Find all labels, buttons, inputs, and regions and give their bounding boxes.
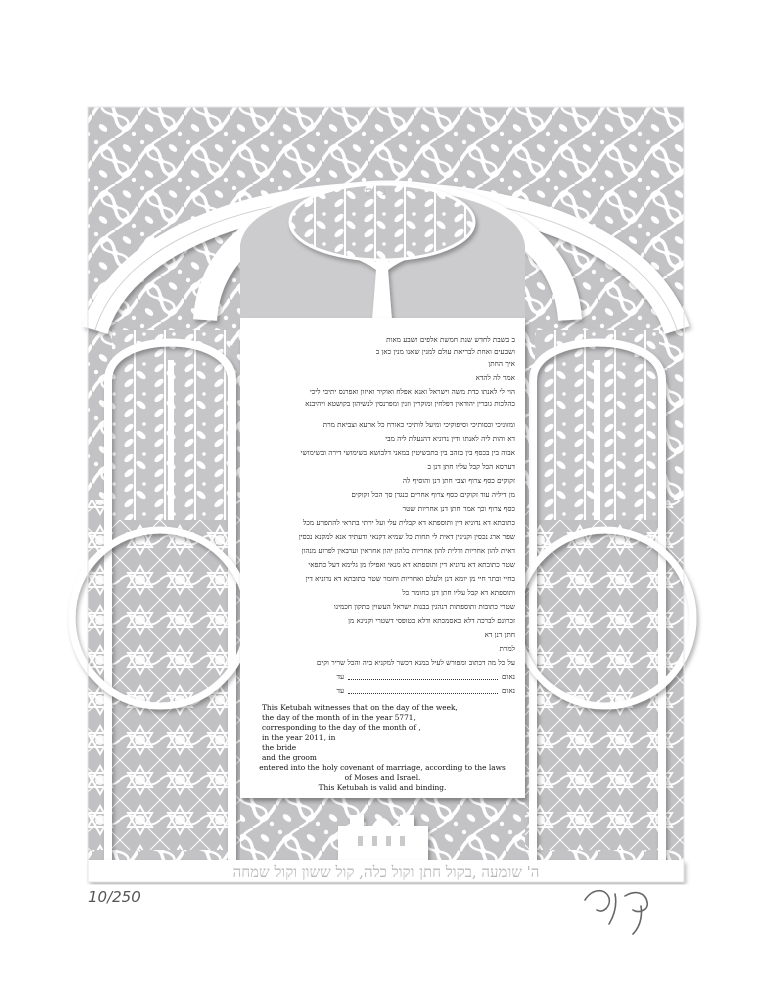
english-line: in the year 2011, in: [262, 733, 336, 742]
hebrew-line: ותוספתא דא קבל עליו חתן דנן כחומר כל: [402, 589, 515, 597]
hebrew-line: הוי לי לאנתו כדת משה וישראל ואנא אפלח ואוקיר ואיזון ואפרנס יתיכי ליכי: [309, 388, 515, 396]
arch-text: [365, 184, 390, 200]
arch-text-path: ניס: [364, 183, 390, 200]
hebrew-line: כהלכות גוברין יהודאין דפלחין ומוקרין וזנין ומפרנסין לנשיהון בקושטא ויהיבנא: [305, 400, 515, 408]
hebrew-line: על כל מה דכתוב ומפורש לעיל במנא דכשר למקניא ביה והכל שריר וקים: [316, 659, 515, 667]
hebrew-line: אבוה בין בכסף בין בזהב בין בתכשיטין במאני דלבושא בשימושי דירה ובשימושי: [300, 449, 515, 457]
english-line: of Moses and Israel.: [344, 773, 421, 782]
witness-label: נאום: [502, 673, 515, 681]
edition-number: 10/250: [88, 888, 141, 906]
hebrew-line: איך החתן: [488, 360, 515, 368]
hebrew-line: שטר כתובתא דא נדוניא דין ותוספתא דא מנאי ואפילו מן גלימא דעל כתפאי: [308, 561, 515, 569]
hebrew-line: דא והות ליה לאנתו ודין נדוניא דהנעלת ליה מבי: [385, 435, 515, 443]
witness-suffix: עד: [336, 673, 345, 681]
hebrew-line: כתובתא דא נדוניא דין ותוספתא דא קבלית עלי ועל ירתי בתראי להתפרע מכל: [303, 519, 515, 527]
witness-suffix: עד: [336, 687, 345, 695]
hebrew-line: זכרונם לברכה דלא כאסמכתא ודלא כטופסי דשטרי וקנינא מן: [348, 617, 515, 625]
english-line: entered into the holy covenant of marriage, according to the laws: [259, 763, 506, 772]
english-line: This Ketubah is valid and binding.: [318, 783, 447, 792]
hebrew-line: למרת: [499, 645, 515, 653]
hebrew-line: זקוקים כסף צרוף וצבי חתן דנן והוסיף לה: [402, 477, 515, 485]
hebrew-line: כסף צרוף וכך אמר חתן דנן אחריות שטר: [402, 505, 515, 513]
hebrew-line: אמר לה להדא: [475, 374, 515, 382]
bottom-band-text: ה' שומעה ,בקול חתן וקול כלה, קול ששון וקול שמחה: [232, 863, 540, 881]
english-line: the day of the month of in the year 5771,: [262, 713, 416, 722]
hebrew-line: ושבעים ואחת לבריאת עולם למנין שאנו מנין כאן ב: [375, 348, 515, 356]
hebrew-line: ומזוניכי וכסותיכי וסיפוקיכי ומיעל לותיכי כאורח כל ארעא וצביאת מרת: [322, 421, 515, 429]
hebrew-line: דערסא הכל קבל עליו חתן דנן ב: [427, 463, 515, 471]
hebrew-line: שפר ארג נכסין וקנינין דאית לי תחות כל שמיא דקנאי ודעתיד אנא למקנא נכסין: [298, 533, 515, 541]
hebrew-line: בחיי ובתר חיי מן יומא דנן ולעלם ואחריות וחומר שטר כתובתא דא נדוניא דין: [305, 575, 515, 583]
english-line: the bride: [262, 743, 297, 752]
hebrew-line: ב בשבת לחדש שנת חמשת אלפים ושבע מאות: [386, 336, 515, 344]
english-line: This Ketubah witnesses that on the day of the week,: [262, 703, 458, 712]
witness-label: נאום: [502, 687, 515, 695]
artist-signature: [575, 880, 665, 940]
english-line: corresponding to the day of the month of ,: [262, 723, 421, 732]
hebrew-line: שטרי כתובות ותוספתות דנהגין בבנות ישראל העשוין כתקון חכמינו: [333, 603, 515, 611]
hebrew-line: חתן דנן דא: [484, 631, 515, 639]
hebrew-line: דאית להון אחריות ודלית להון אחריות כלהון יהון אחראין וערבאין לפרוע מנהון: [301, 547, 515, 555]
hebrew-line: מן דיליה עוד זקוקים כסף צרוף אחרים כנגדן סך הכל זקוקים: [351, 491, 515, 499]
english-line: and the groom: [262, 753, 317, 762]
